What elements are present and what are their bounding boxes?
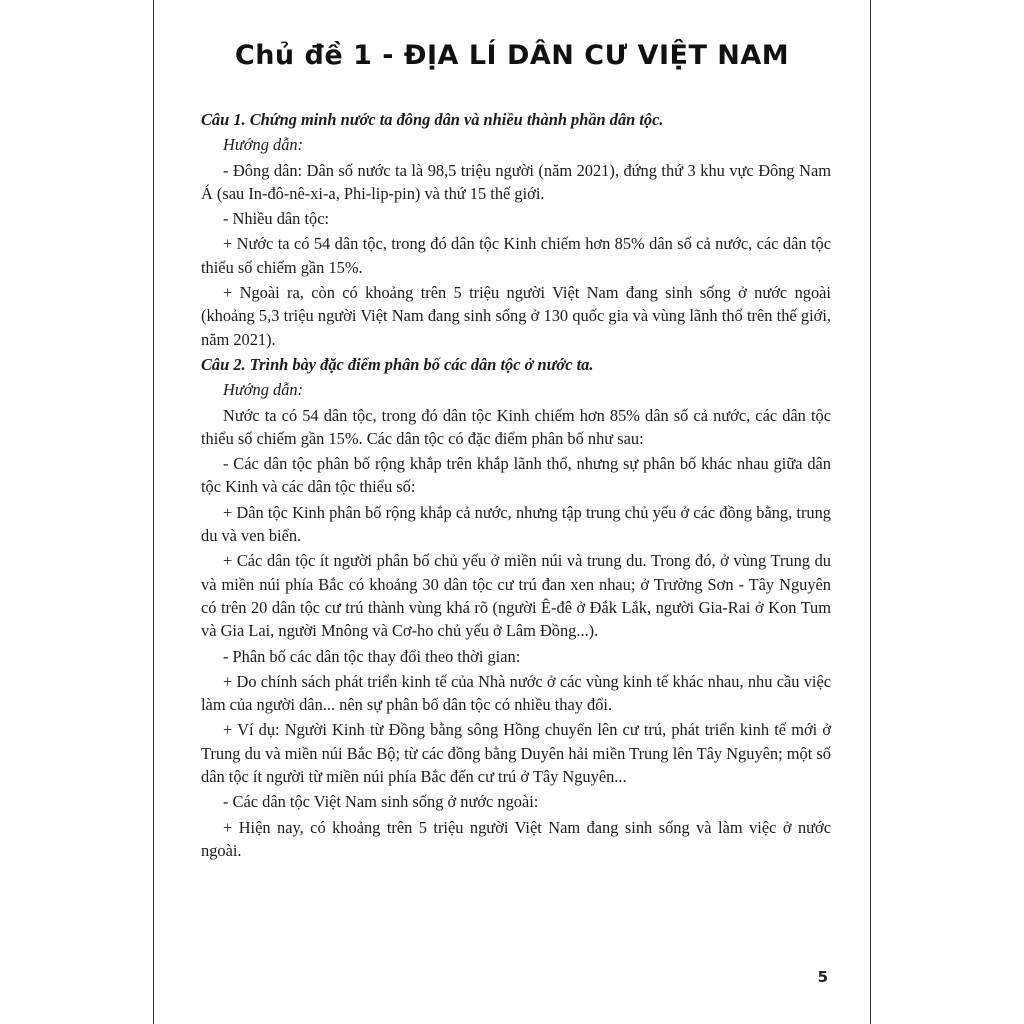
paragraph: - Các dân tộc phân bố rộng khắp trên khắp lãnh thổ, nhưng sự phân bố khác nhau giữa dân tộc Kinh và các dân tộc thiểu số: [201,454,831,497]
paragraph: Nước ta có 54 dân tộc, trong đó dân tộc Kinh chiếm hơn 85% dân số cả nước, các dân tộc thiểu số chiếm gần 15%. Các dân tộc có đặc điểm phân bố như sau: [201,405,831,448]
paragraph: + Ngoài ra, còn có khoảng trên 5 triệu người Việt Nam đang sinh sống ở nước ngoài (khoảng 5,3 triệu người Việt Nam đang sinh sống ở 130 quốc gia và vùng lãnh thổ trên thế giới, năm 2021). [201,283,831,349]
paragraph: + Do chính sách phát triển kinh tế của Nhà nước ở các vùng kinh tế khác nhau, nhu cầu việc làm của người dân... nên sự phân bố dân tộc có nhiều thay đổi. [201,671,831,715]
paragraph: - Nhiều dân tộc: [223,209,330,229]
paragraph: - Phân bố các dân tộc thay đổi theo thời gian: [223,646,521,666]
paragraph: + Dân tộc Kinh phân bố rộng khắp cả nước, nhưng tập trung chủ yếu ở các đồng bằng, trung du và ven biển. [201,502,831,546]
document-page [153,0,871,1024]
paragraph: + Nước ta có 54 dân tộc, trong đó dân tộc Kinh chiếm hơn 85% dân số cả nước, các dân tộc thiểu số chiếm gần 15%. [201,234,831,277]
paragraph: + Ví dụ: Người Kinh từ Đồng bằng sông Hồng chuyển lên cư trú, phát triển kinh tế mới ở Trung du và miền núi Bắc Bộ; từ các đồng bằng Duyên hải miền Trung lên Tây Nguyên; một số dân tộc ít người từ miền núi phía Bắc đến cư trú ở Tây Nguyên... [201,720,831,787]
question-section-2 [201,353,831,862]
question-section-1 [201,108,831,351]
paragraph: - Đông dân: Dân số nước ta là 98,5 triệu người (năm 2021), đứng thứ 3 khu vực Đông Nam Á (sau In-đô-nê-xi-a, Phi-lip-pin) và thứ 15 thế giới. [201,160,831,203]
paragraph: + Các dân tộc ít người phân bố chủ yếu ở miền núi và trung du. Trong đó, ở vùng Trung du và miền núi phía Bắc có khoảng 30 dân tộc cư trú đan xen nhau; ở Trường Sơn - Tây Nguyên có trên 20 dân tộc cư trú thành vùng khá rõ (người Ê-đê ở Đắk Lắk, người Gia-Rai ở Kon Tum và Gia Lai, người Mnông và Cơ-ho chủ yếu ở Lâm Đồng...). [201,551,831,641]
page-title: Chủ đề 1 - ĐỊA LÍ DÂN CƯ VIỆT NAM [234,40,790,71]
question-heading-2: Câu 2. Trình bày đặc điểm phân bố các dân tộc ở nước ta. [201,354,594,374]
paragraph: + Hiện nay, có khoảng trên 5 triệu người Việt Nam đang sinh sống và làm việc ở nước ngoài. [201,817,831,860]
page-content [201,108,831,864]
question-heading-1: Câu 1. Chứng minh nước ta đông dân và nhiều thành phần dân tộc. [201,110,664,129]
page-number: 5 [817,968,828,986]
paragraph: - Các dân tộc Việt Nam sinh sống ở nước ngoài: [223,792,539,812]
guide-label-2: Hướng dẫn: [223,380,304,400]
guide-label-1: Hướng dẫn: [223,135,304,155]
